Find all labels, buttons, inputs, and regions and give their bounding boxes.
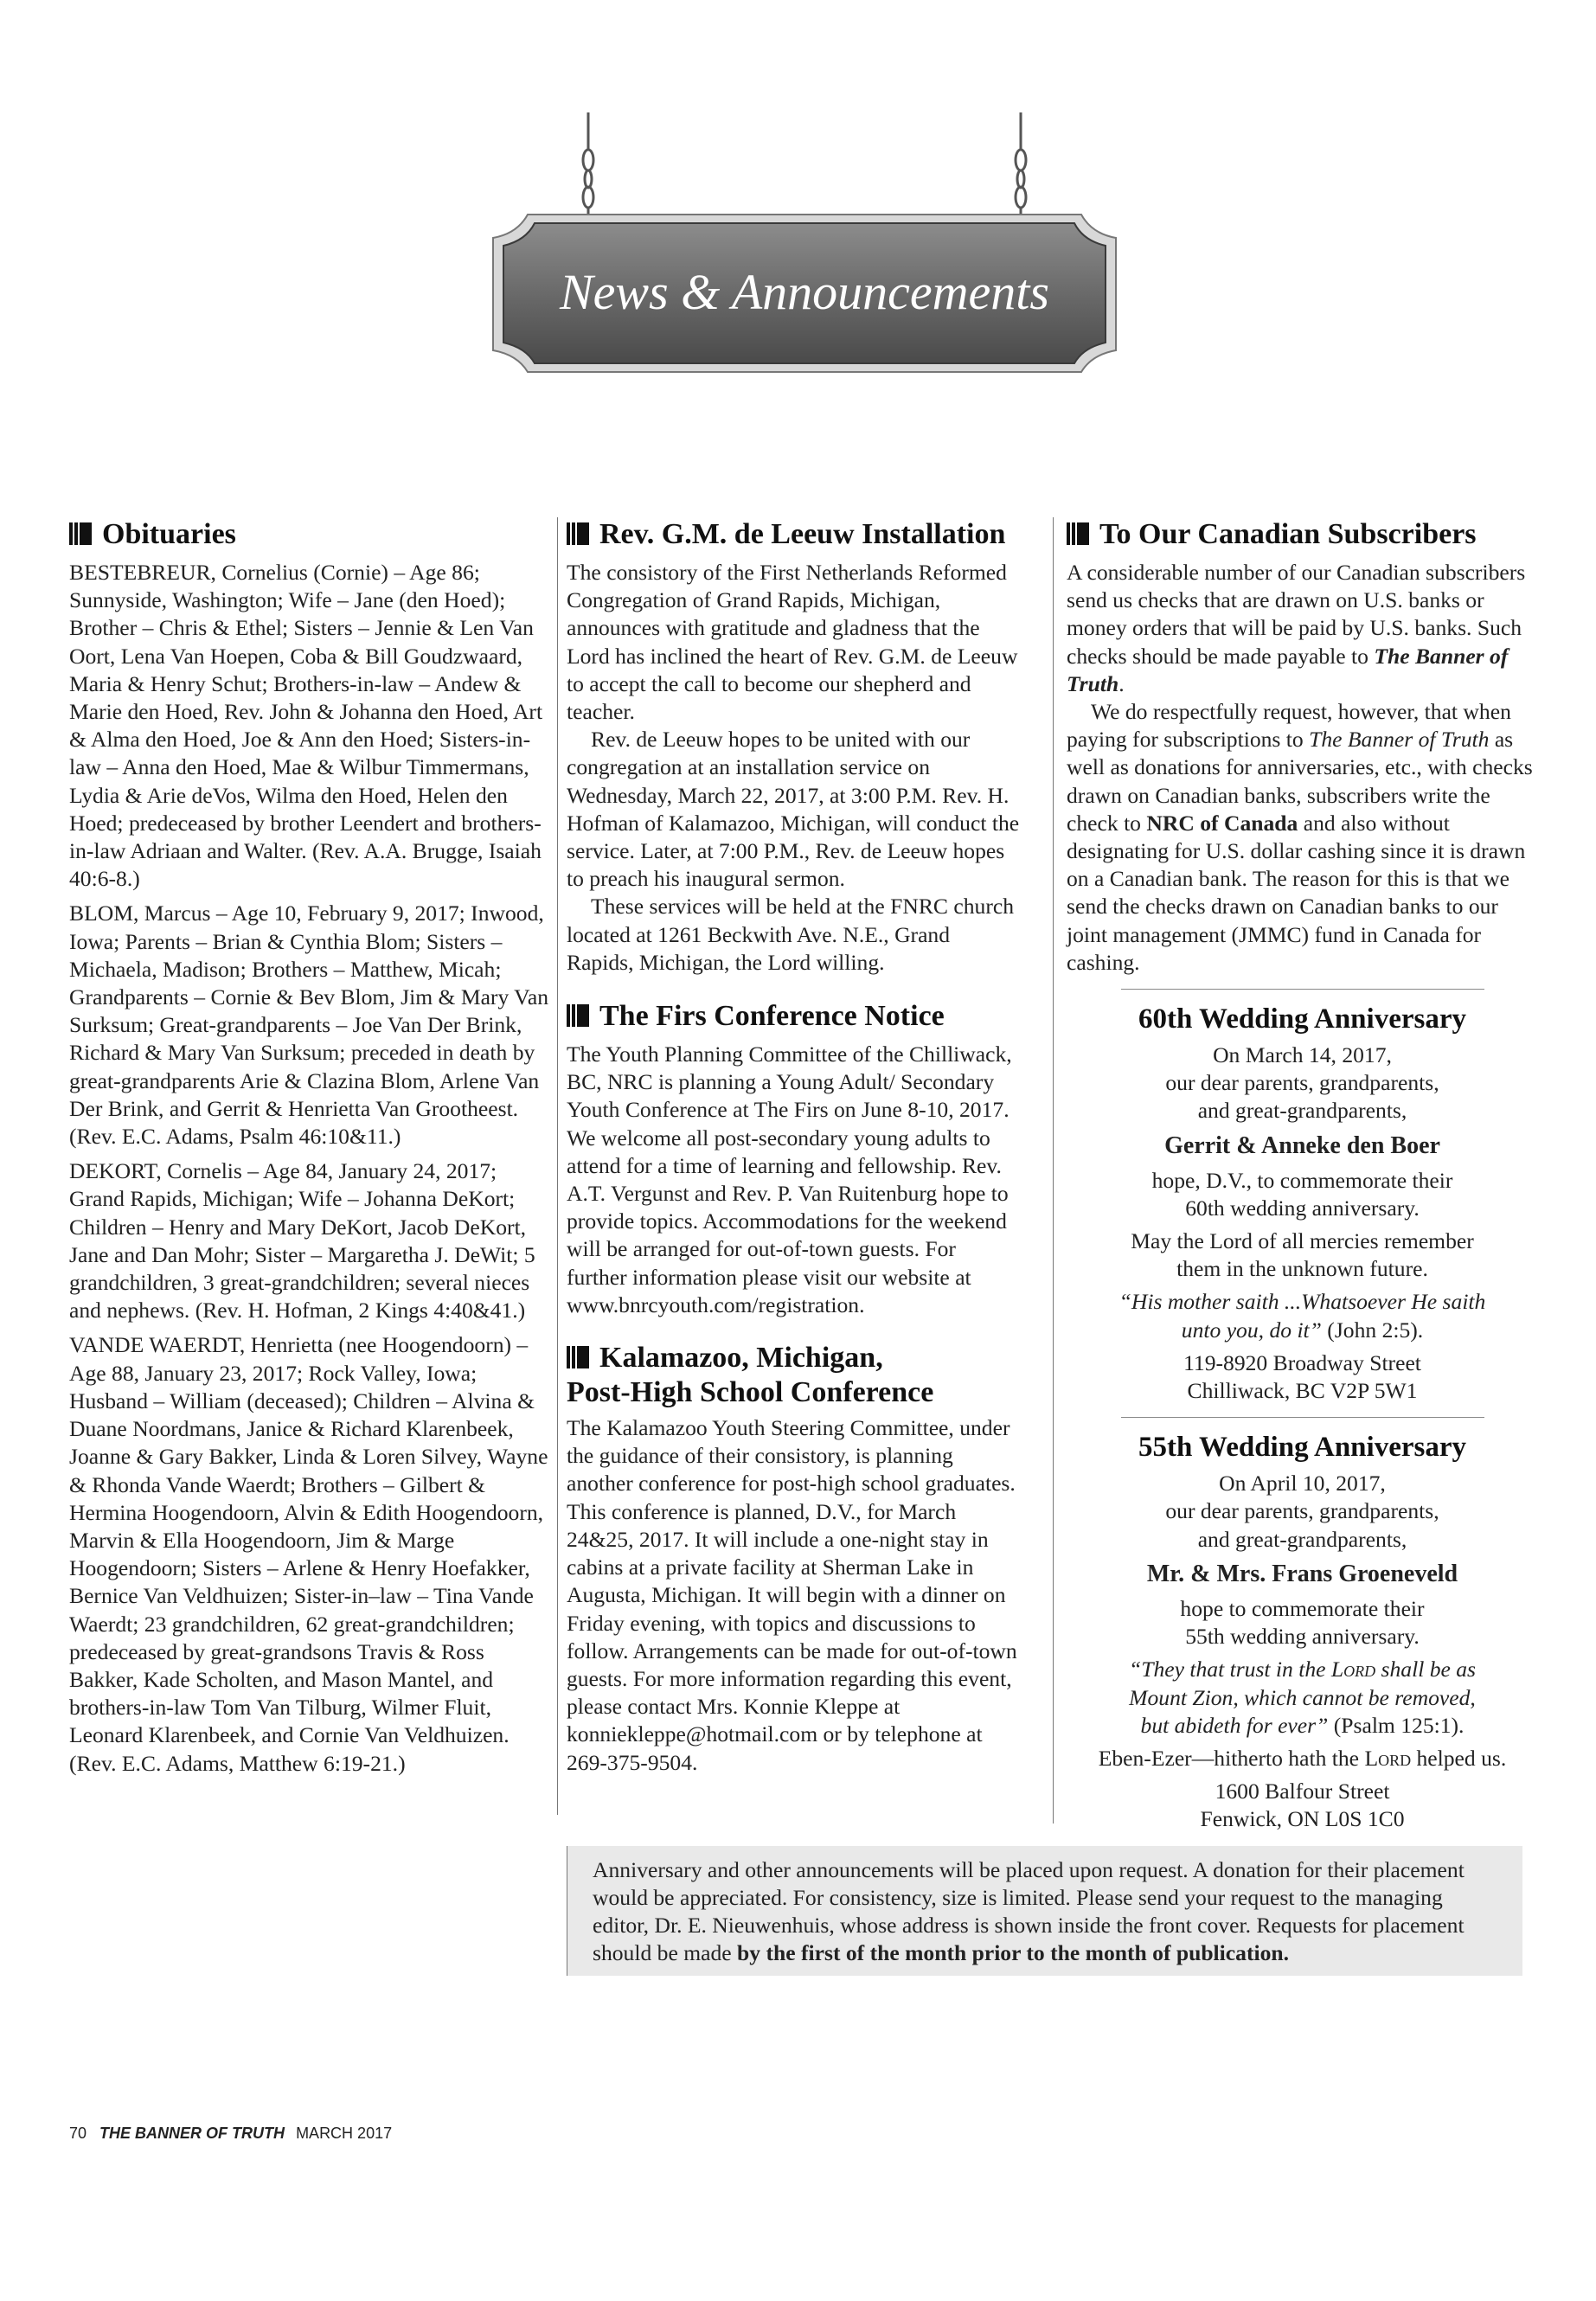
address: Fenwick, ON L0S 1C0 — [1200, 1806, 1405, 1832]
page-number: 70 — [69, 2125, 87, 2142]
column-divider-right — [1053, 517, 1054, 1823]
placement-notice-text: Anniversary and other announcements will be placed upon request. A donation for their placement would be appreciated. For consistency, size is limited. Please send your request to the managing editor, Dr. E. Nieuwenhuis, whose address is shown inside the front cover. Requests for placement should be made by the first of the month prior to the month of publication. — [593, 1857, 1465, 1965]
issue-date: MARCH 2017 — [296, 2125, 393, 2142]
sign-chain-left — [583, 112, 593, 215]
address: Chilliwack, BC V2P 5W1 — [1187, 1378, 1418, 1404]
canadian-paragraph-1: A considerable number of our Canadian subscribers send us checks that are drawn on U.S. banks or money orders that will be paid by U.S. banks. Such checks should be made payable to The Banner of Truth. — [1067, 560, 1526, 696]
obituary-entry: VANDE WAERDT, Henrietta (nee Hoogendoorn) – Age 88, January 23, 2017; Rock Valley, Iowa; Husband – William (deceased); Children – Alvina & Duane Noordmans, Janice & Richard Klarenbeek, Joanne & Gary Bakker, Linda & Loren Silvey, Wayne & Rhonda Vande Waerdt; Brothers – Gilbert & Hermina Hoogendoorn, Alvin & Edith Hoogendoorn, Marvin & Ella Hoogendoorn, Jim & Marge Hoogendoorn; Sisters – Arlene & Henry Hoefakker, Bernice Van Veldhuizen; Sister-in–law – Tina Vande Waerdt; 23 grandchildren, 62 great-grandchildren; predeceased by great-grandsons Travis & Ross Bakker, Kade Scholten, and Mason Mantel, and brothers-in-law Tom Van Tilburg, Wilmer Fluit, Leonard Klarenbeek, and Cornie Van Veldhuizen. (Rev. E.C. Adams, Matthew 6:19-21.) — [69, 1332, 548, 1776]
divider — [1121, 989, 1484, 990]
address: 119-8920 Broadway Street — [1183, 1349, 1421, 1375]
obituaries-heading: Obituaries — [69, 517, 554, 554]
sign-chain-right — [1016, 112, 1026, 215]
obituary-entry: BESTEBREUR, Cornelius (Cornie) – Age 86; Sunnyside, Washington; Wife – Jane (den Hoed); Brother – Chris & Ethel; Sisters – Jennie & Len Van Oort, Lena Van Hoepen, Coba & Bill Goudzwaard, Maria & Henry Schut; Brothers-in-law – Andew & Marie den Hoed, Rev. John & Johanna den Hoed, Art & Alma den Hoed, Joe & Ann den Hoed; Sisters-in-law – Anna den Hoed, Mae & Wilbur Timmermans, Lydia & Arie deVos, Wilma den Hoed, Helen den Hoed; predeceased by brother Leendert and brothers-in-law Adriaan and Walter. (Rev. A.A. Brugge, Isaiah 40:6-8.) — [69, 560, 543, 892]
canadian-paragraph-2: We do respectfully request, however, that when paying for subscriptions to The Banner of Truth as well as donations for anniversaries, etc., with checks drawn on Canadian banks, subscribers write the check to NRC of Canada and also without designating for U.S. dollar cashing since it is drawn on a Canadian bank. The reason for this is that we send the checks drawn on Canadian banks to our joint management (JMMC) fund in Canada for cashing. — [1067, 699, 1533, 975]
obituary-entry: DEKORT, Cornelis – Age 84, January 24, 2017; Grand Rapids, Michigan; Wife – Johanna DeKort; Children – Henry and Mary DeKort, Jacob DeKort, Jane and Dan Mohr; Sister – Margaretha J. DeWit; 5 grandchildren, 3 great-grandchildren; several nieces and nephews. (Rev. H. Hofman, 2 Kings 4:40&41.) — [69, 1158, 535, 1324]
right-column — [1067, 517, 1538, 1834]
section-marker-icon — [567, 1343, 591, 1376]
installation-paragraph: These services will be held at the FNRC church located at 1261 Beckwith Ave. N.E., Grand Rapids, Michigan, the Lord willing. — [567, 894, 1014, 975]
middle-column — [567, 517, 1021, 1777]
canadian-heading: To Our Canadian Subscribers — [1067, 517, 1538, 554]
firs-paragraph: The Youth Planning Committee of the Chilliwack, BC, NRC is planning a Young Adult/ Secondary Youth Conference at The Firs on June 8-10, 2017. We welcome all post-secondary young adults to attend for a time of learning and fellowship. Rev. A.T. Vergunst and Rev. P. Van Ruitenburg hope to provide topics. Accommodations for the weekend will be arranged for out-of-town guests. For further information please visit our website at www.bnrcyouth.com/registration. — [567, 1042, 1012, 1317]
section-marker-icon — [69, 519, 93, 554]
anniversary-couple-name: Mr. & Mrs. Frans Groeneveld — [1146, 1560, 1458, 1587]
kalamazoo-heading: Kalamazoo, Michigan, Post-High School Conference — [567, 1342, 934, 1409]
magazine-title: THE BANNER OF TRUTH — [99, 2125, 285, 2142]
news-announcements-sign — [476, 112, 1133, 381]
section-marker-icon — [1067, 519, 1091, 554]
address: 1600 Balfour Street — [1215, 1779, 1390, 1804]
kalamazoo-paragraph: The Kalamazoo Youth Steering Committee, under the guidance of their consistory, is planning another conference for post-high school graduates. This conference is planned, D.V., for March 24&25, 2017. It will include a one-night stay in cabins at a private facility at Sherman Lake in Augusta, Michigan. It will begin with a dinner on Friday evening, with topics and discussions to follow. Arrangements can be made for out-of-town guests. For more information regarding this event, please contact Mrs. Konnie Kleppe at konniekleppe@hotmail.com or by telephone at 269-375-9504. — [567, 1415, 1017, 1775]
column-divider-left — [557, 517, 558, 1815]
anniversary-60th: 60th Wedding Anniversary On March 14, 2017, our dear parents, grandparents, and great-grandparents, Gerrit & Anneke den Boer hope, D.V., to commemorate their 60th wedding anniversary. May the Lord of all mercies remember them in the unknown future. “His mother saith ...Whatsoever He saith unto you, do it” (John 2:5). 119-8920 Broadway Street Chilliwack, BC V2P 5W1 — [1067, 1002, 1538, 1405]
anniversary-60th-heading: 60th Wedding Anniversary — [1138, 1003, 1466, 1035]
anniversary-55th: 55th Wedding Anniversary On April 10, 2017, our dear parents, grandparents, and great-grandparents, Mr. & Mrs. Frans Groeneveld hope to commemorate their 55th wedding anniversary. “They that trust in the Lord shall be as Mount Zion, which cannot be removed, but abideth for ever” (Psalm 125:1). Eben-Ezer—hitherto hath the Lord helped us. 1600 Balfour Street Fenwick, ON L0S 1C0 — [1067, 1430, 1538, 1833]
placement-notice-box — [567, 1846, 1522, 1976]
divider — [1121, 1417, 1484, 1418]
installation-paragraph: Rev. de Leeuw hopes to be united with our congregation at an installation service on Wednesday, March 22, 2017, at 3:00 P.M. Rev. H. Hofman of Kalamazoo, Michigan, will conduct the service. Later, at 7:00 P.M., Rev. de Leeuw hopes to preach his inaugural sermon. — [567, 727, 1020, 892]
section-marker-icon — [567, 519, 591, 554]
obituary-entry: BLOM, Marcus – Age 10, February 9, 2017; Inwood, Iowa; Parents – Brian & Cynthia Blom; Sisters – Michaela, Madison; Brothers – Matthew, Micah; Grandparents – Cornie & Bev Blom, Jim & Mary Van Surksum; Great-grandparents – Joe Van Der Brink, Richard & Mary Van Surksum; preceded in death by great-grandparents Arie & Clazina Blom, Arlene Van Der Brink, and Gerrit & Henrietta Van Grootheest. (Rev. E.C. Adams, Psalm 46:10&11.) — [69, 901, 548, 1150]
sign-title: News & Announcements — [560, 264, 1049, 320]
anniversary-55th-heading: 55th Wedding Anniversary — [1138, 1432, 1466, 1464]
firs-heading: The Firs Conference Notice — [567, 999, 1021, 1035]
installation-heading: Rev. G.M. de Leeuw Installation — [567, 517, 1021, 554]
obituaries-section — [69, 517, 554, 1785]
section-marker-icon — [567, 1001, 591, 1035]
page-footer — [69, 2125, 392, 2143]
anniversary-couple-name: Gerrit & Anneke den Boer — [1164, 1131, 1440, 1159]
installation-paragraph: The consistory of the First Netherlands Reformed Congregation of Grand Rapids, Michigan, announces with gratitude and gladness that the Lord has inclined the heart of Rev. G.M. de Leeuw to accept the call to become our shepherd and teacher. — [567, 560, 1018, 725]
